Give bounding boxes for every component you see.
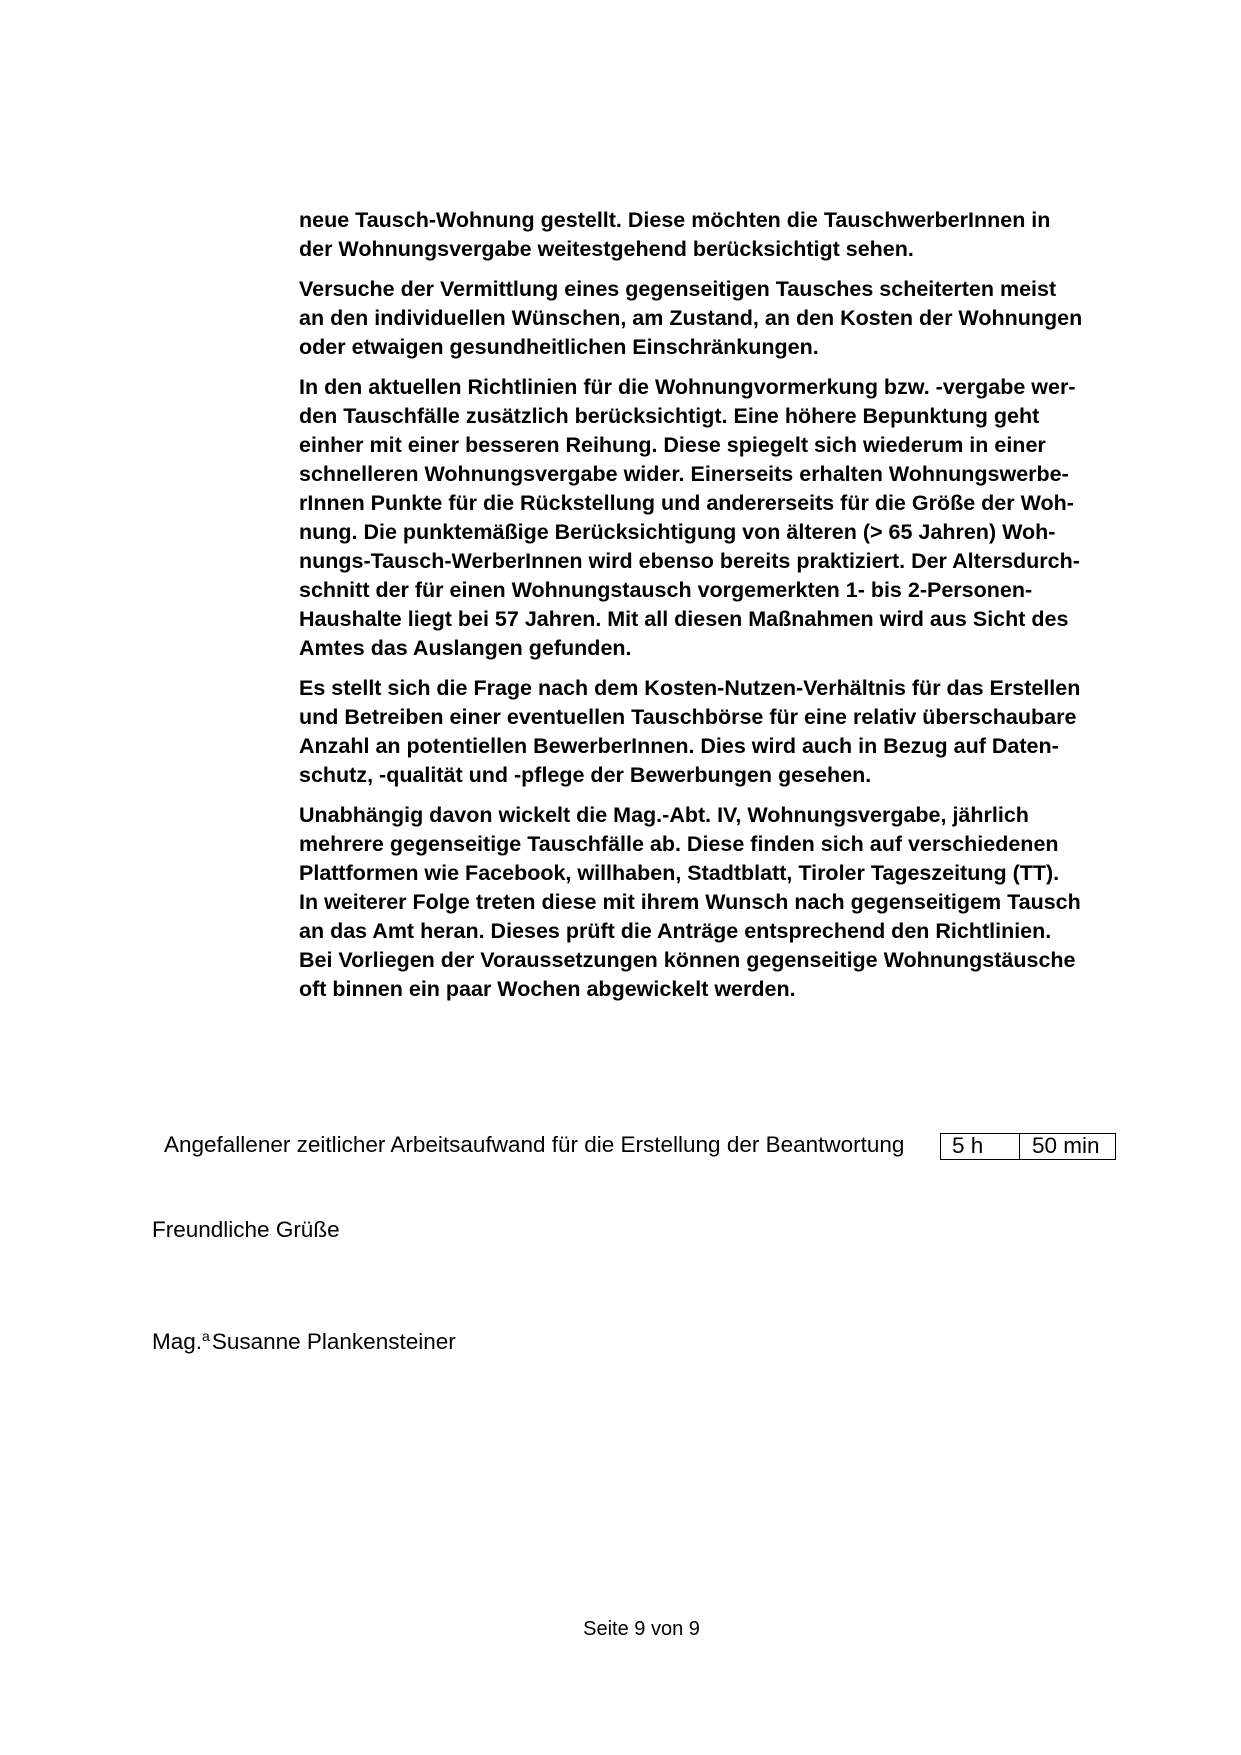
text-line: Es stellt sich die Frage nach dem Kosten-Nutzen-Verhältnis für das Erstellen: [299, 676, 1081, 700]
text-line: oft binnen ein paar Wochen abgewickelt werden.: [299, 977, 796, 1001]
page-footer: [0, 1617, 1241, 1641]
signatory-name: Susanne Plankensteiner: [211, 1329, 456, 1354]
text-line: einher mit einer besseren Reihung. Diese spiegelt sich wiederum in einer: [299, 433, 1046, 457]
text-line: rInnen Punkte für die Rückstellung und andererseits für die Größe der Woh-: [299, 491, 1074, 515]
text-line: Bei Vorliegen der Voraussetzungen können gegenseitige Wohnungstäusche: [299, 948, 1076, 972]
text-line: neue Tausch-Wohnung gestellt. Diese möchten die TauschwerberInnen in: [299, 208, 1051, 232]
paragraph-4: [299, 674, 1139, 790]
page-number: Seite 9 von 9: [583, 1618, 700, 1640]
text-line: mehrere gegenseitige Tauschfälle ab. Diese finden sich auf verschiedenen: [299, 832, 1059, 856]
text-line: schnitt der für einen Wohnungstausch vorgemerkten 1- bis 2-Personen-: [299, 578, 1033, 602]
text-line: nungs-Tausch-WerberInnen wird ebenso bereits praktiziert. Der Altersdurch-: [299, 549, 1080, 573]
academic-title-superscript: a: [202, 1328, 210, 1344]
text-line: Anzahl an potentiellen BewerberInnen. Dies wird auch in Bezug auf Daten-: [299, 734, 1059, 758]
text-line: Amtes das Auslangen gefunden.: [299, 636, 632, 660]
text-line: In den aktuellen Richtlinien für die Wohnungvormerkung bzw. -vergabe wer-: [299, 375, 1076, 399]
text-line: den Tauschfälle zusätzlich berücksichtigt. Eine höhere Bepunktung geht: [299, 404, 1040, 428]
text-line: oder etwaigen gesundheitlichen Einschränkungen.: [299, 335, 819, 359]
closing-greeting: Freundliche Grüße: [152, 1217, 340, 1242]
effort-hours: 5 h: [941, 1134, 1020, 1159]
text-line: Unabhängig davon wickelt die Mag.-Abt. IV, Wohnungsvergabe, jährlich: [299, 803, 1029, 827]
text-line: Versuche der Vermittlung eines gegenseitigen Tausches scheiterten meist: [299, 277, 1057, 301]
text-line: Plattformen wie Facebook, willhaben, Stadtblatt, Tiroler Tageszeitung (TT).: [299, 861, 1060, 885]
text-line: der Wohnungsvergabe weitestgehend berücksichtigt sehen.: [299, 237, 914, 261]
paragraph-5: [299, 801, 1139, 1004]
text-line: Haushalte liegt bei 57 Jahren. Mit all diesen Maßnahmen wird aus Sicht des: [299, 607, 1069, 631]
text-line: schutz, -qualität und -pflege der Bewerbungen gesehen.: [299, 763, 872, 787]
text-line: und Betreiben einer eventuellen Tauschbörse für eine relativ überschaubare: [299, 705, 1077, 729]
text-line: an den individuellen Wünschen, am Zustand, an den Kosten der Wohnungen: [299, 306, 1083, 330]
text-line: an das Amt heran. Dieses prüft die Anträge entsprechend den Richtlinien.: [299, 919, 1052, 943]
paragraph-3: [299, 373, 1139, 663]
paragraph-2: [299, 275, 1139, 362]
signature-name: [152, 1328, 456, 1356]
paragraph-1: [299, 206, 1139, 264]
effort-minutes: 50 min: [1032, 1133, 1100, 1158]
text-line: In weiterer Folge treten diese mit ihrem Wunsch nach gegenseitigem Tausch: [299, 890, 1081, 914]
text-line: schnelleren Wohnungsvergabe wider. Einerseits erhalten Wohnungswerbe-: [299, 462, 1069, 486]
letter-body: [299, 206, 1139, 1015]
academic-title: Mag.: [152, 1329, 203, 1354]
effort-label: Angefallener zeitlicher Arbeitsaufwand für die Erstellung der Beantwortung: [164, 1132, 905, 1157]
text-line: nung. Die punktemäßige Berücksichtigung von älteren (> 65 Jahren) Woh-: [299, 520, 1056, 544]
effort-table: [940, 1133, 1116, 1160]
